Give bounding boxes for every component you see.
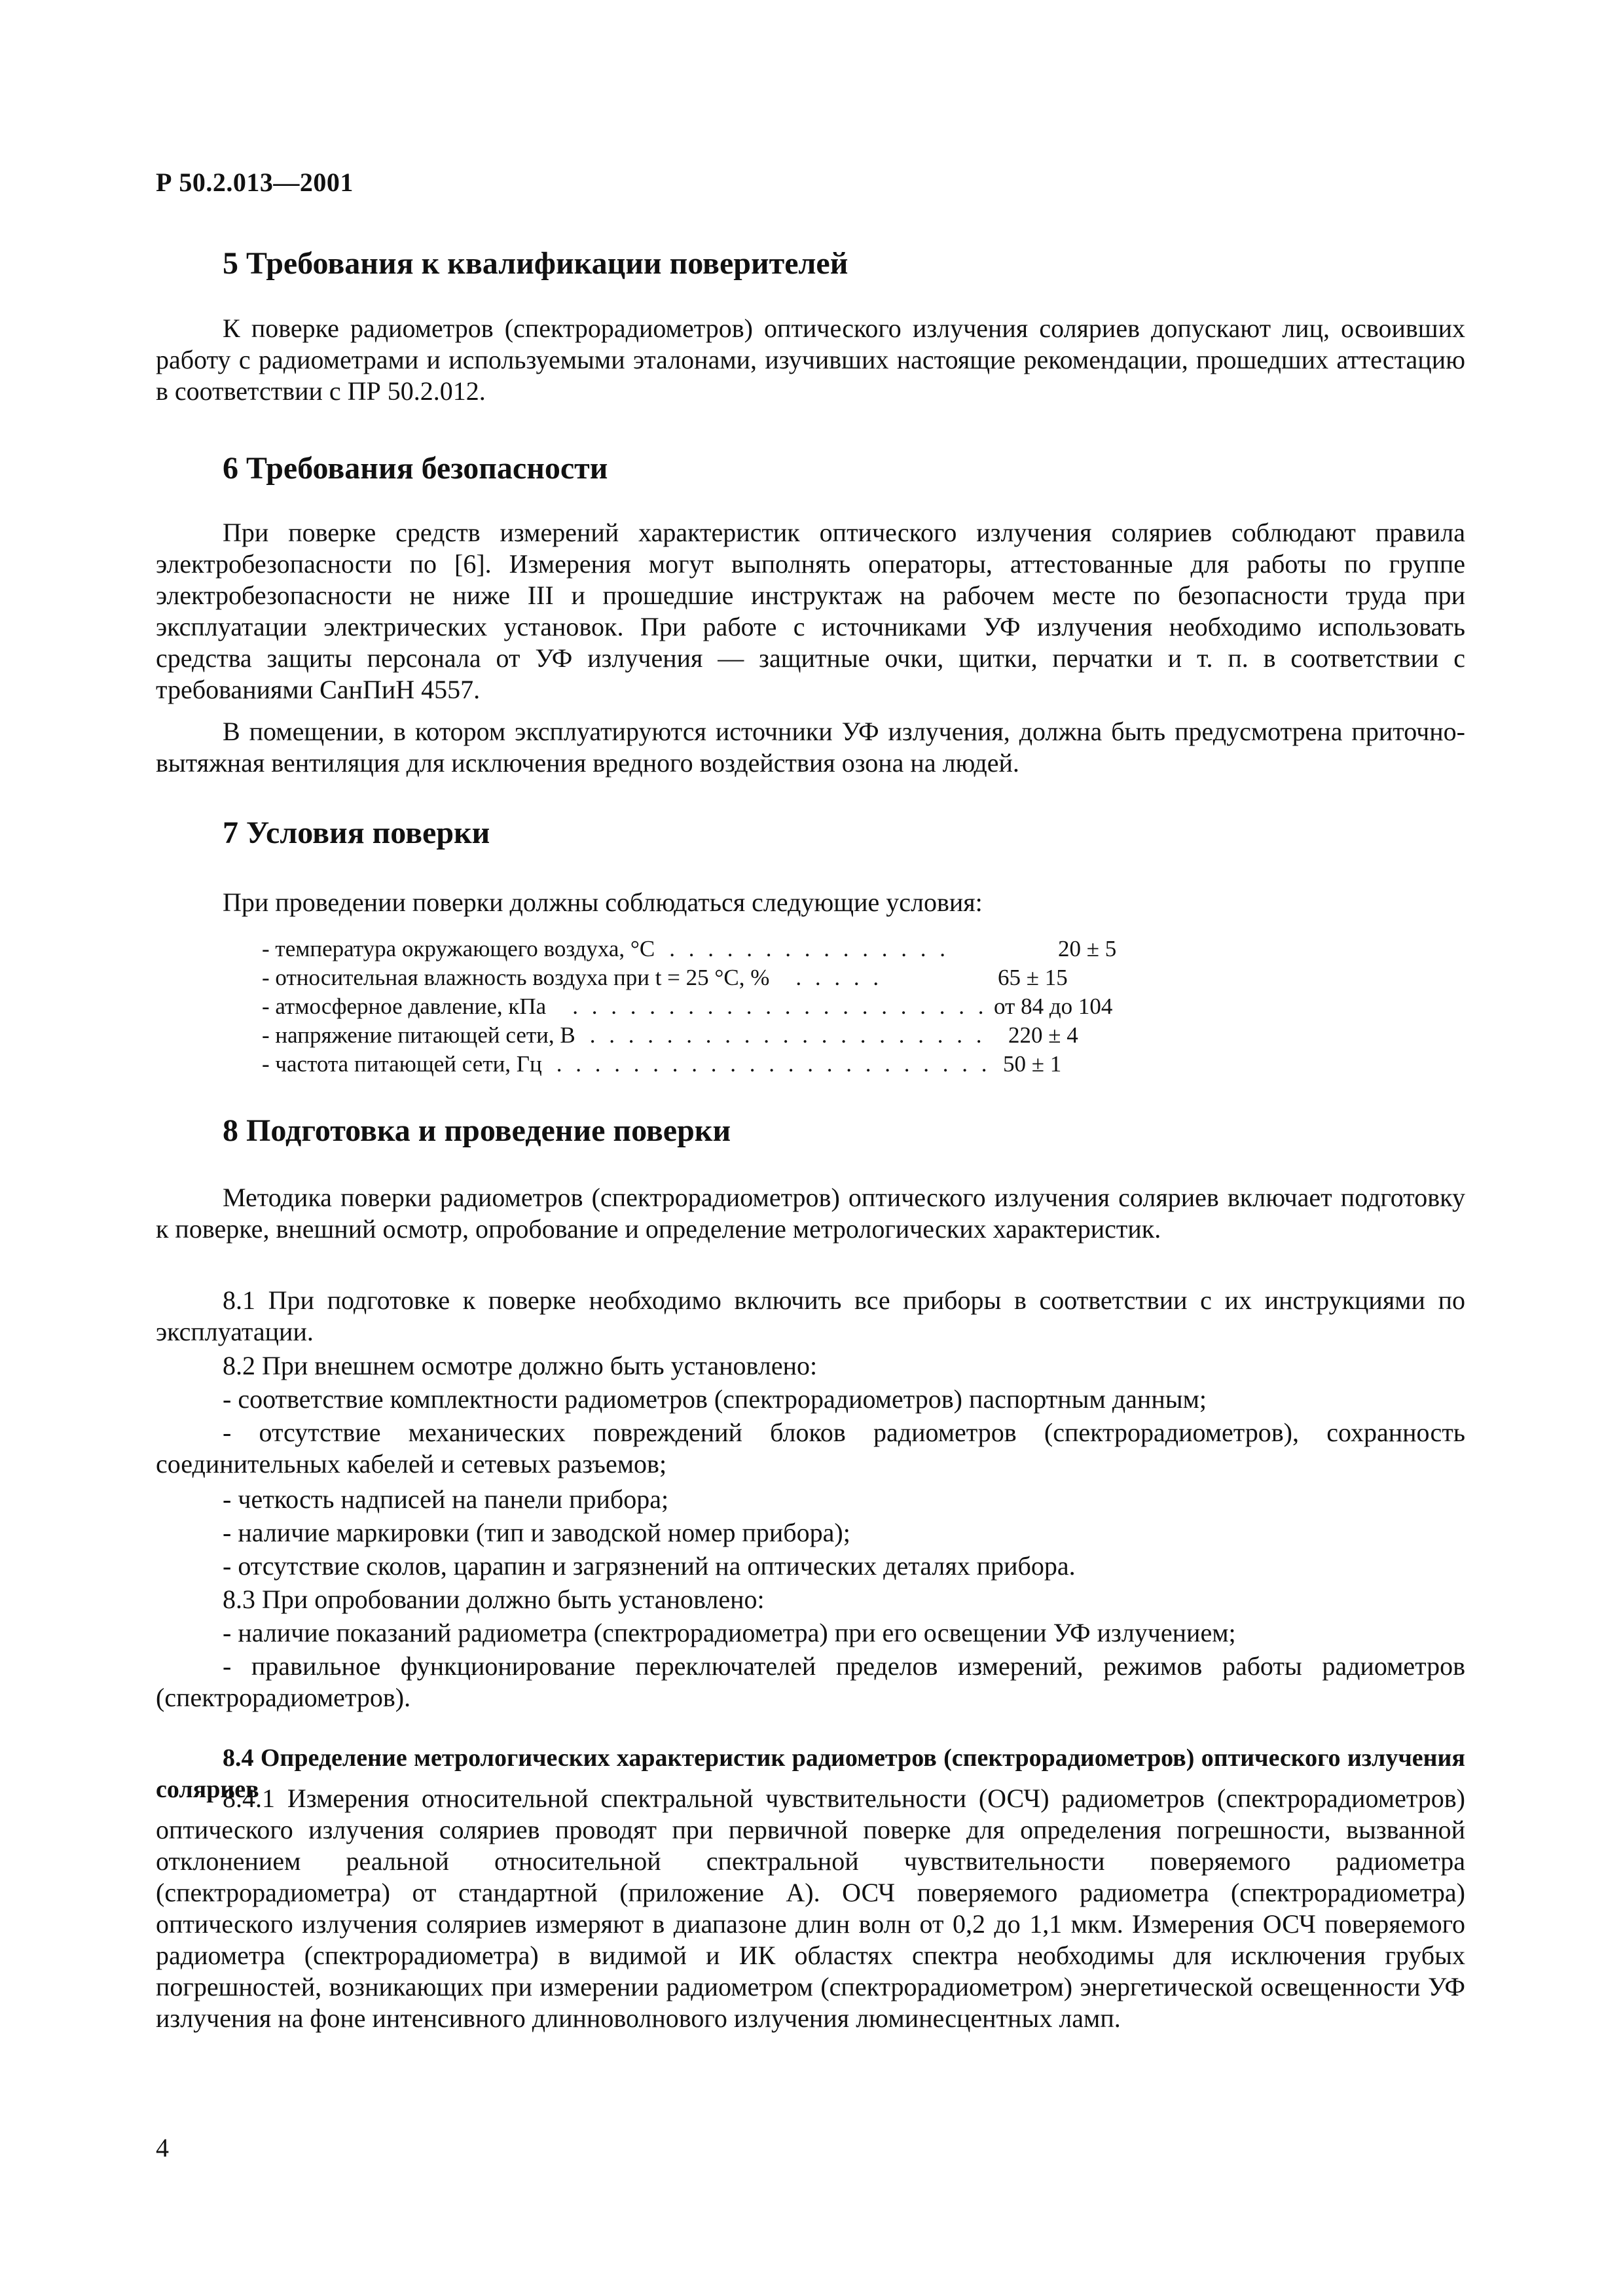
list-item: - четкость надписей на панели прибора;	[223, 1484, 669, 1514]
list-item: - соответствие комплектности радиометров (спектрорадиометров) паспортным данным;	[223, 1384, 1207, 1414]
list-item: - наличие показаний радиометра (спектрорадиометра) при его освещении УФ излучением;	[223, 1618, 1236, 1647]
condition-value: 65 ± 15	[998, 965, 1068, 990]
clause-8-2: 8.2 При внешнем осмотре должно быть установлено:	[223, 1351, 818, 1380]
condition-leader: . . . . . . . . . . . . . . . . . . . . .	[589, 1022, 986, 1048]
condition-label: - температура окружающего воздуха, °С	[262, 936, 655, 961]
condition-row	[262, 935, 1117, 963]
condition-row	[262, 992, 1113, 1021]
list-item: - правильное функционирование переключателей пределов измерений, режимов работы радиометров (спектрорадиометров).	[156, 1651, 1465, 1712]
list-item: - отсутствие механических повреждений блоков радиометров (спектрорадиометров), сохранность соединительных кабелей и сетевых разъемов;	[156, 1418, 1465, 1479]
section-5-heading: 5 Требования к квалификации поверителей	[223, 246, 848, 281]
condition-value: 20 ± 5	[1058, 936, 1117, 961]
condition-row	[262, 1021, 1078, 1050]
condition-label: - относительная влажность воздуха при t = 25 °С, %	[262, 965, 770, 990]
condition-label: - напряжение питающей сети, В	[262, 1022, 575, 1048]
list-item: - наличие маркировки (тип и заводской номер прибора);	[223, 1518, 850, 1547]
section-6-paragraph-1: При поверке средств измерений характеристик оптического излучения соляриев соблюдают правила электробезопасности по [6]. Измерения могут выполнять операторы, аттестованные для работы по группе электробезопасности не ниже III и прошедшие инструктаж на рабочем месте по безопасности труда при эксплуатации электрических установок. При работе с источниками УФ излучения необходимо использовать средства защиты персонала от УФ излучения — защитные очки, щитки, перчатки и т. п. в соответствии с требованиями СанПиН 4557.	[156, 518, 1465, 704]
condition-label: - атмосферное давление, кПа	[262, 994, 547, 1019]
section-7-heading: 7 Условия поверки	[223, 816, 490, 850]
clause-8-3: 8.3 При опробовании должно быть установлено:	[223, 1585, 765, 1614]
condition-label: - частота питающей сети, Гц	[262, 1051, 542, 1077]
condition-leader: . . . . . . . . . . . . . . . . . . . . . .	[572, 994, 988, 1019]
condition-leader: . . . . . . . . . . . . . . .	[669, 936, 950, 961]
section-5-paragraph: К поверке радиометров (спектрорадиометров) оптического излучения соляриев допускают лиц, освоивших работу с радиометрами и используемыми эталонами, изучивших настоящие рекомендации, прошедших аттестацию в соответствии с ПР 50.2.012.	[156, 314, 1465, 406]
section-6-heading: 6 Требования безопасности	[223, 451, 608, 486]
page-number: 4	[156, 2133, 169, 2162]
condition-leader: . . . . . . . . . . . . . . . . . . . . . . .	[556, 1051, 991, 1077]
section-7-intro: При проведении поверки должны соблюдаться следующие условия:	[223, 888, 983, 917]
document-code: Р 50.2.013—2001	[156, 168, 354, 197]
section-6-paragraph-2: В помещении, в котором эксплуатируются источники УФ излучения, должна быть предусмотрена приточно-вытяжная вентиляция для исключения вредного воздействия озона на людей.	[156, 717, 1465, 778]
condition-value: 50 ± 1	[1003, 1051, 1062, 1077]
condition-value: от 84 до 104	[994, 994, 1113, 1019]
section-8-intro-paragraph: Методика поверки радиометров (спектрорадиометров) оптического излучения соляриев включает подготовку к поверке, внешний осмотр, опробование и определение метрологических характеристик.	[156, 1183, 1465, 1244]
condition-value: 220 ± 4	[1008, 1022, 1078, 1048]
section-8-heading: 8 Подготовка и проведение поверки	[223, 1113, 731, 1148]
list-item: - отсутствие сколов, царапин и загрязнений на оптических деталях прибора.	[223, 1551, 1076, 1581]
clause-8-1: 8.1 При подготовке к поверке необходимо включить все приборы в соответствии с их инструкциями по эксплуатации.	[156, 1285, 1465, 1346]
clause-8-4-heading: 8.4 Определение метрологических характеристик радиометров (спектрорадиометров) оптического излучения соляриев	[156, 1744, 1465, 1803]
condition-row	[262, 1050, 1062, 1079]
clause-8-4-1: 8.4.1 Измерения относительной спектральной чувствительности (ОСЧ) радиометров (спектрорадиометров) оптического излучения соляриев проводят при первичной поверке для определения погрешности, вызванной отклонением реальной относительной спектральной чувствительности поверяемого радиометра (спектрорадиометра) от стандартной (приложение А). ОСЧ поверяемого радиометра (спектрорадиометра) оптического излучения соляриев измеряют в диапазоне длин волн от 0,2 до 1,1 мкм. Измерения ОСЧ поверяемого радиометра (спектрорадиометра) в видимой и ИК областях спектра необходимы для исключения грубых погрешностей, возникающих при измерении радиометром (спектрорадиометром) энергетической освещенности УФ излучения на фоне интенсивного длинноволнового излучения люминесцентных ламп.	[156, 1784, 1465, 2033]
condition-leader: . . . . .	[795, 965, 883, 990]
condition-row	[262, 963, 1068, 992]
